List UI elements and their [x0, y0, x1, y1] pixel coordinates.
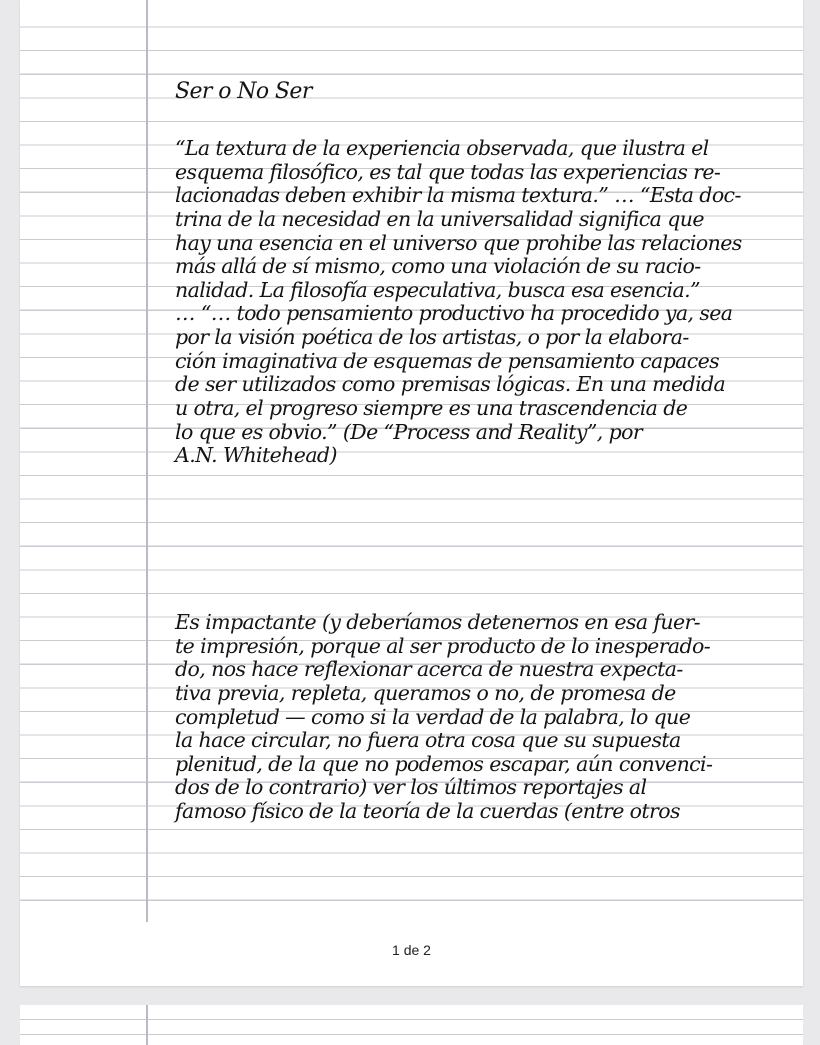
quote-line: por la visión poética de los artistas, o por la elabora- [175, 325, 689, 350]
essay-line: completud — como si la verdad de la palabra, lo que [175, 704, 691, 729]
document-title [175, 80, 803, 104]
essay-line: dos de lo contrario) ver los últimos reportajes al [175, 775, 647, 800]
quote-line: nalidad. La filosofía especulativa, busca esa esencia.” [175, 277, 700, 302]
essay-line: Es impactante (y deberíamos detenernos en esa fuer- [175, 610, 701, 634]
quote-line: trina de la necesidad en la universalidad significa que [175, 206, 704, 231]
quote-line: … “… todo pensamiento productivo ha procedido ya, sea [175, 301, 733, 326]
essay-line: do, nos hace reflexionar acerca de nuestra expecta- [175, 657, 683, 682]
quote-line: lacionadas deben exhibir la misma textura.” … “Esta doc- [175, 183, 741, 208]
title-text: Ser o No Ser [175, 79, 312, 104]
page-number: 1 de 2 [392, 942, 431, 958]
essay-line: tiva previa, repleta, queramos o no, de promesa de [175, 680, 676, 705]
essay-paragraph [175, 611, 803, 824]
next-page-edge[interactable] [20, 1005, 803, 1045]
quote-line: más allá de sí mismo, como una violación de su racio- [175, 254, 701, 279]
quote-line: hay una esencia en el universo que prohibe las relaciones [175, 230, 742, 255]
quote-line: esquema filosófico, es tal que todas las experiencias re- [175, 159, 721, 184]
essay-line: famoso físico de la teoría de la cuerdas (entre otros [175, 799, 680, 824]
quote-line: A.N. Whitehead) [175, 443, 337, 468]
margin-line [146, 0, 148, 922]
quote-line: ción imaginativa de esquemas de pensamiento capaces [175, 348, 720, 373]
margin-line [146, 1005, 148, 1045]
essay-line: plenitud, de la que no podemos escapar, aún convenci- [175, 751, 713, 776]
quote-paragraph [175, 137, 803, 468]
notebook-page [20, 0, 803, 986]
quote-line: “La textura de la experiencia observada, que ilustra el [175, 136, 709, 160]
essay-line: la hace circular, no fuera otra cosa que su supuesta [175, 728, 681, 753]
quote-line: lo que es obvio.” (De “Process and Reality”, por [175, 419, 643, 444]
quote-line: de ser utilizados como premisas lógicas. En una medida [175, 372, 726, 397]
quote-line: u otra, el progreso siempre es una trascendencia de [175, 396, 688, 421]
essay-line: te impresión, porque al ser producto de lo inesperado- [175, 633, 711, 658]
